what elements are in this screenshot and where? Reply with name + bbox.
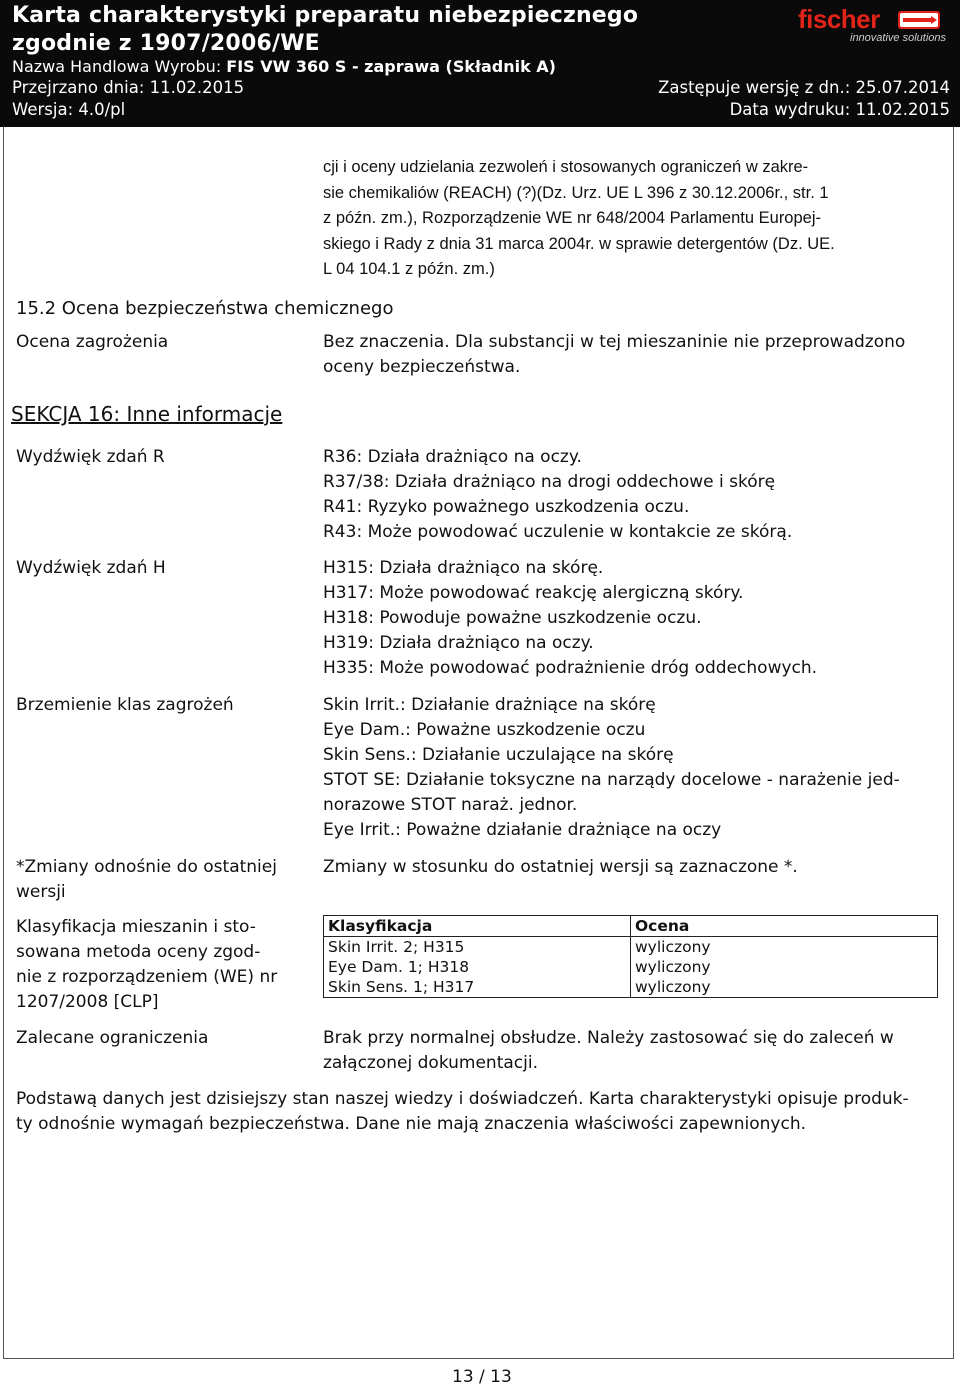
- changes-label: [16, 855, 296, 905]
- section-15-2-heading: 15.2 Ocena bezpieczeństwa chemicznego: [16, 298, 394, 319]
- hazard-class: STOT SE: Działanie toksyczne na narządy docelowe - narażenie jed-: [323, 770, 900, 790]
- trade-name: [12, 57, 556, 76]
- supersedes-date: Zastępuje wersję z dn.: 25.07.2014: [658, 78, 950, 97]
- changes-label-line: wersji: [16, 882, 66, 902]
- table-row: [324, 937, 938, 958]
- disclaimer-line: Podstawą danych jest dzisiejszy stan naszej wiedzy i doświadczeń. Karta charakterystyki opisuje produk-: [16, 1089, 909, 1109]
- hazard-assessment-label: Ocena zagrożenia: [16, 332, 169, 352]
- h-phrase: H319: Działa drażniąco na oczy.: [323, 633, 594, 653]
- hazard-assessment-value: [323, 330, 938, 380]
- disclaimer-note: [16, 1087, 946, 1137]
- table-row: [324, 977, 938, 998]
- h-phrase: H318: Powoduje poważne uszkodzenie oczu.: [323, 608, 702, 628]
- h-phrase: H335: Może powodować podrażnienie dróg oddechowych.: [323, 658, 818, 678]
- r-phrase: R41: Ryzyko poważnego uszkodzenia oczu.: [323, 497, 690, 517]
- regulation-continuation: [323, 155, 938, 283]
- continuation-line: cji i oceny udzielania zezwoleń i stosowanych ograniczeń w zakre-: [323, 158, 809, 176]
- document-title-line1: Karta charakterystyki preparatu niebezpiecznego: [12, 3, 639, 28]
- r-phrases-label: Wydźwięk zdań R: [16, 447, 165, 467]
- restrictions-label: Zalecane ograniczenia: [16, 1028, 209, 1048]
- hazard-class: norazowe STOT naraż. jednor.: [323, 795, 578, 815]
- classification-label-line: 1207/2008 [CLP]: [16, 992, 159, 1012]
- restrictions-line: załączonej dokumentacji.: [323, 1053, 538, 1073]
- r-phrase: R43: Może powodować uczulenie w kontakcie ze skórą.: [323, 522, 793, 542]
- hazard-classes-list: [323, 693, 938, 843]
- table-header-row: [324, 916, 938, 937]
- h-phrases-list: [323, 556, 938, 681]
- changes-label-line: *Zmiany odnośnie do ostatniej: [16, 857, 277, 877]
- table-cell: wyliczony: [631, 937, 938, 958]
- section-16-heading: SEKCJA 16: Inne informacje: [11, 402, 283, 426]
- restrictions-line: Brak przy normalnej obsłudze. Należy zastosować się do zaleceń w: [323, 1028, 894, 1048]
- hazard-class: Skin Sens.: Działanie uczulające na skórę: [323, 745, 674, 765]
- page-number: 13 / 13: [452, 1367, 512, 1387]
- logo-tagline: innovative solutions: [850, 32, 947, 44]
- document-header: [0, 0, 960, 127]
- continuation-line: z późn. zm.), Rozporządzenie WE nr 648/2004 Parlamentu Europej-: [323, 209, 821, 227]
- classification-label-line: Klasyfikacja mieszanin i sto-: [16, 917, 256, 937]
- hazard-classes-label: Brzemienie klas zagrożeń: [16, 695, 234, 715]
- classification-table: [323, 915, 938, 998]
- changes-value: Zmiany w stosunku do ostatniej wersji są zaznaczone *.: [323, 857, 798, 877]
- table-cell: Skin Irrit. 2; H315: [324, 937, 631, 958]
- table-row: [324, 957, 938, 977]
- table-header-classification: Klasyfikacja: [324, 916, 631, 937]
- h-phrase: H317: Może powodować reakcję alergiczną skóry.: [323, 583, 744, 603]
- table-header-assessment: Ocena: [631, 916, 938, 937]
- table-cell: wyliczony: [631, 977, 938, 998]
- classification-label-line: sowana metoda oceny zgod-: [16, 942, 261, 962]
- hazard-class: Skin Irrit.: Działanie drażniące na skórę: [323, 695, 656, 715]
- classification-label: [16, 915, 296, 1015]
- h-phrase: H315: Działa drażniąco na skórę.: [323, 558, 604, 578]
- hazard-assessment-line: Bez znaczenia. Dla substancji w tej mieszaninie nie przeprowadzono: [323, 332, 906, 352]
- r-phrase: R37/38: Działa drażniąco na drogi oddechowe i skórę: [323, 472, 776, 492]
- restrictions-value: [323, 1026, 938, 1076]
- revision-date: Przejrzano dnia: 11.02.2015: [12, 78, 245, 97]
- hazard-assessment-line: oceny bezpieczeństwa.: [323, 357, 521, 377]
- classification-label-line: nie z rozporządzeniem (WE) nr: [16, 967, 278, 987]
- r-phrases-list: [323, 445, 938, 545]
- hazard-class: Eye Dam.: Poważne uszkodzenie oczu: [323, 720, 646, 740]
- r-phrase: R36: Działa drażniąco na oczy.: [323, 447, 582, 467]
- logo-wordmark: fischer: [798, 4, 880, 34]
- h-phrases-label: Wydźwięk zdań H: [16, 558, 166, 578]
- table-cell: Eye Dam. 1; H318: [324, 957, 631, 977]
- hazard-class: Eye Irrit.: Poważne działanie drażniące na oczy: [323, 820, 722, 840]
- trade-name-label: Nazwa Handlowa Wyrobu:: [12, 57, 222, 76]
- version: Wersja: 4.0/pl: [12, 100, 126, 119]
- logo-badge-icon: [898, 11, 940, 29]
- print-date: Data wydruku: 11.02.2015: [729, 100, 950, 119]
- table-cell: wyliczony: [631, 957, 938, 977]
- trade-name-value: FIS VW 360 S - zaprawa (Składnik A): [226, 57, 556, 76]
- table-cell: Skin Sens. 1; H317: [324, 977, 631, 998]
- continuation-line: sie chemikaliów (REACH) (?)(Dz. Urz. UE L 396 z 30.12.2006r., str. 1: [323, 183, 829, 202]
- disclaimer-line: ty odnośnie wymagań bezpieczeństwa. Dane nie mają znaczenia właściwości zapewnionych.: [16, 1114, 807, 1134]
- fischer-logo: [798, 4, 948, 48]
- document-title-line2: zgodnie z 1907/2006/WE: [12, 31, 320, 56]
- continuation-line: skiego i Rady z dnia 31 marca 2004r. w sprawie detergentów (Dz. UE.: [323, 234, 835, 253]
- continuation-line: L 04 104.1 z późn. zm.): [323, 260, 495, 278]
